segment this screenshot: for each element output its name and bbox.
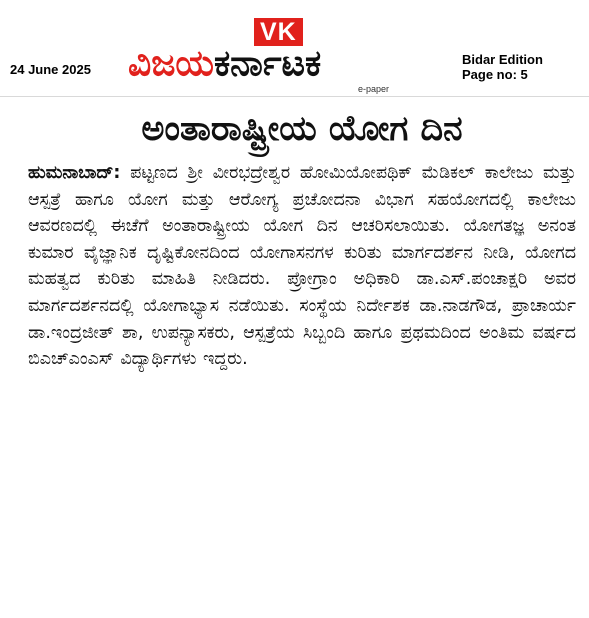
edition-name: Bidar Edition (462, 52, 543, 67)
news-article (28, 104, 576, 373)
masthead-part-1: ವಿಜಯ (128, 43, 214, 84)
article-body-text: ಪಟ್ಟಣದ ಶ್ರೀ ವೀರಭದ್ರೇಶ್ವರ ಹೋಮಿಯೋಪಥಿಕ್ ಮೆಡಿಕಲ್ ಕಾಲೇಜು ಮತ್ತು ಆಸ್ಪತ್ರೆ ಹಾಗೂ ಯೋಗ ಮತ್ತು ಆರೋಗ್ಯ ಪ್ರಚೋದನಾ ವಿಭಾಗ ಸಹಯೋಗದಲ್ಲಿ ಕಾಲೇಜು ಆವರಣದಲ್ಲಿ ಈಚೆಗೆ ಅಂತಾರಾಷ್ಟ್ರೀಯ ಯೋಗ ದಿನ ಆಚರಿಸಲಾಯಿತು. ಯೋಗತಜ್ಞ ಅನಂತ ಕುಮಾರ ವೈಜ್ಞಾನಿಕ ದೃಷ್ಟಿಕೋನದಿಂದ ಯೋಗಾಸನಗಳ ಕುರಿತು ಮಾರ್ಗದರ್ಶನ ನೀಡಿ, ಯೋಗದ ಮಹತ್ವದ ಕುರಿತು ಮಾಹಿತಿ ನೀಡಿದರು. ಪ್ರೋಗ್ರಾಂ ಅಧಿಕಾರಿ ಡಾ.ಎಸ್.ಪಂಚಾಕ್ಷರಿ ಅವರ ಮಾರ್ಗದರ್ಶನದಲ್ಲಿ ಯೋಗಾಭ್ಯಾಸ ನಡೆಯಿತು. ಸಂಸ್ಥೆಯ ನಿರ್ದೇಶಕ ಡಾ.ನಾಡಗೌಡ, ಪ್ರಾಚಾರ್ಯ ಡಾ.ಇಂದ್ರಜೀತ್ ಶಾ, ಉಪನ್ಯಾಸಕರು, ಆಸ್ಪತ್ರೆಯ ಸಿಬ್ಬಂದಿ ಹಾಗೂ ಪ್ರಥಮದಿಂದ ಅಂತಿಮ ವರ್ಷದ ಬಿಎಚ್‌ಎಂಎಸ್ ವಿದ್ಯಾರ್ಥಿಗಳು ಇದ್ದರು. (28, 163, 576, 370)
page-number: Page no: 5 (462, 67, 528, 82)
logo-tagline: e-paper (358, 84, 390, 94)
article-headline: ಅಂತಾರಾಷ್ಟ್ರೀಯ ಯೋಗ ದಿನ (141, 109, 463, 149)
header-divider (0, 96, 589, 97)
publication-date: 24 June 2025 (10, 62, 91, 77)
article-body (28, 160, 576, 373)
logo-badge: VK (254, 18, 303, 46)
newspaper-logo (126, 14, 444, 94)
article-dateline: ಹುಮನಾಬಾದ್: (28, 163, 121, 183)
masthead-part-2: ಕರ್ನಾಟಕ (213, 43, 322, 84)
edition-info (462, 52, 543, 82)
page-header (0, 0, 589, 100)
masthead-title (128, 44, 321, 84)
